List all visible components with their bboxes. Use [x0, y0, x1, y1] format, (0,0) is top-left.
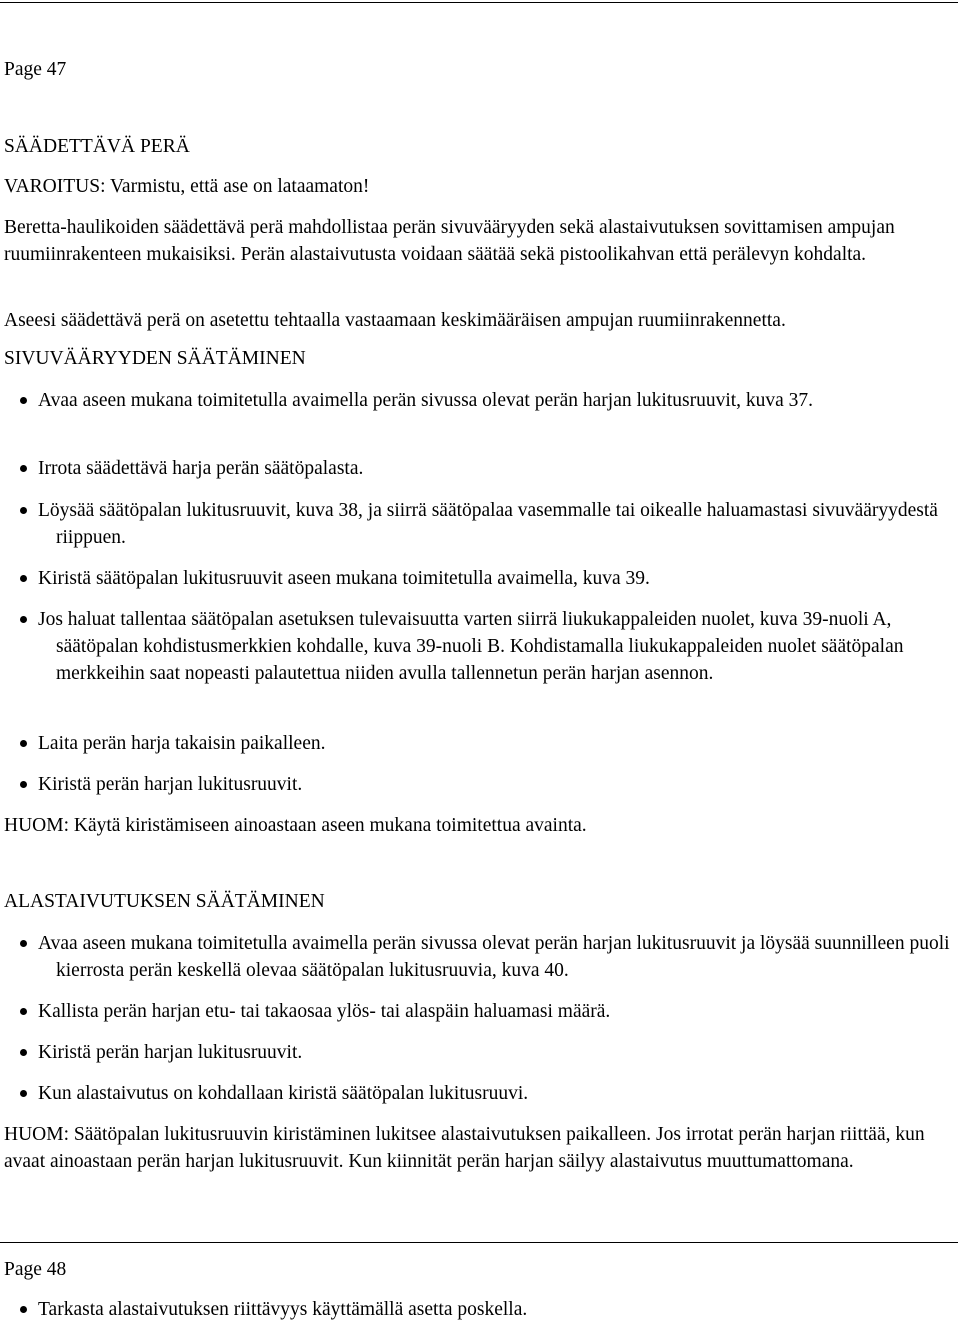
list-item: Kallista perän harjan etu- tai takaosaa ylös- tai alaspäin haluamasi määrä. [38, 998, 960, 1025]
bullet-icon [20, 1306, 27, 1313]
bullet-icon [20, 940, 27, 947]
bullet-icon [20, 575, 27, 582]
list-item: Avaa aseen mukana toimitetulla avaimella perän sivussa olevat perän harjan lukitusruuvit, kuva 37. [38, 387, 960, 414]
list-item: Kun alastaivutus on kohdallaan kiristä säätöpalan lukitusruuvi. [38, 1080, 960, 1107]
section-heading-drop: ALASTAIVUTUKSEN SÄÄTÄMINEN [4, 891, 325, 912]
list-item: Kiristä perän harjan lukitusruuvit. [38, 771, 960, 798]
section-heading-lateral: SIVUVÄÄRYYDEN SÄÄTÄMINEN [4, 348, 306, 369]
top-rule [0, 2, 958, 3]
note-text: HUOM: Käytä kiristämiseen ainoastaan aseen mukana toimitettua avainta. [4, 815, 587, 836]
list-item: Laita perän harja takaisin paikalleen. [38, 730, 960, 757]
bullet-icon [20, 1049, 27, 1056]
list-item: Jos haluat tallentaa säätöpalan asetuksen tulevaisuutta varten siirrä liukukappaleiden nuolet, kuva 39-nuoli A, säätöpalan kohdistusmerkkien kohdalle, kuva 39-nuoli B. Kohdistamalla liukukappaleiden nuolet säätöpalan merkkeihin saat nopeasti palautettua niiden avulla tallennetun perän harjan asennon. [38, 606, 960, 687]
list-item: Löysää säätöpalan lukitusruuvit, kuva 38, ja siirrä säätöpalaa vasemmalle tai oikealle haluamastasi sivuvääryydestä riippuen. [38, 497, 960, 551]
list-item: Avaa aseen mukana toimitetulla avaimella perän sivussa olevat perän harjan lukitusruuvit ja löysää suunnilleen puoli kierrosta perän keskellä olevaa säätöpalan lukitusruuvia, kuva 40. [38, 930, 960, 984]
bullet-icon [20, 781, 27, 788]
bullet-icon [20, 397, 27, 404]
warning-text: VAROITUS: Varmistu, että ase on lataamaton! [4, 176, 370, 197]
bullet-icon [20, 507, 27, 514]
bullet-icon [20, 465, 27, 472]
list-item: Tarkasta alastaivutuksen riittävyys käyttämällä asetta poskella. [38, 1296, 960, 1323]
bullet-icon [20, 616, 27, 623]
intro-paragraph: Beretta-haulikoiden säädettävä perä mahdollistaa perän sivuvääryyden sekä alastaivutuksen sovittamisen ampujan ruumiinrakenteen mukaisiksi. Perän alastaivutusta voidaan säätää sekä pistoolikahvan että perälevyn kohdalta. [4, 217, 895, 265]
bullet-icon [20, 1090, 27, 1097]
note-paragraph: HUOM: Säätöpalan lukitusruuvin kiristäminen lukitsee alastaivutuksen paikalleen. Jos irrotat perän harjan riittää, kun avaat ainoastaan perän harjan lukitusruuvit. Kun kiinnität perän harjan säilyy alastaivutus muuttumattomana. [4, 1124, 925, 1172]
intro-paragraph-2: Aseesi säädettävä perä on asetettu tehtaalla vastaamaan keskimääräisen ampujan ruumiinrakennetta. [4, 310, 786, 331]
bullet-icon [20, 740, 27, 747]
list-item: Irrota säädettävä harja perän säätöpalasta. [38, 455, 960, 482]
page-title: SÄÄDETTÄVÄ PERÄ [4, 136, 190, 157]
page-divider [0, 1242, 958, 1243]
bullet-icon [20, 1008, 27, 1015]
list-item: Kiristä perän harjan lukitusruuvit. [38, 1039, 960, 1066]
list-item: Kiristä säätöpalan lukitusruuvit aseen mukana toimitetulla avaimella, kuva 39. [38, 565, 960, 592]
page-number-47: Page 47 [4, 59, 67, 80]
page-number-48: Page 48 [4, 1259, 67, 1280]
